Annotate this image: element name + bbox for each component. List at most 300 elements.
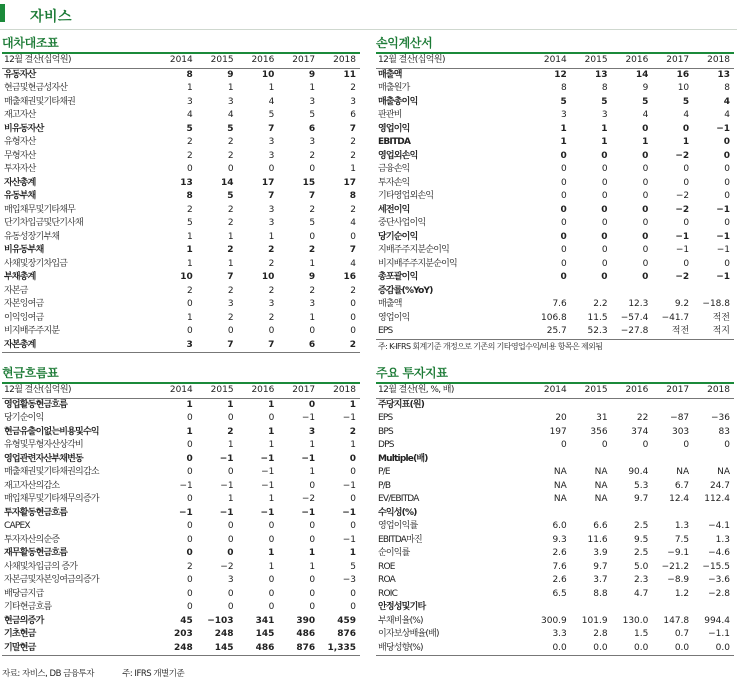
cell-value: 1 [227, 83, 234, 93]
cell-value [530, 507, 571, 521]
cell-value: 0 [642, 440, 649, 450]
row-label: 사채및장기차입금 [4, 258, 68, 269]
cell-value: 2 [309, 150, 316, 161]
cell-value: 0 [350, 521, 356, 531]
cell-value [652, 285, 693, 299]
cell-value: 0 [309, 164, 316, 174]
balance-sheet-panel [2, 36, 360, 353]
cell-value: 0 [227, 467, 234, 477]
cell-value: 2 [268, 285, 275, 296]
cell-value: 106.8 [541, 312, 567, 323]
cell-value: −1 [716, 204, 730, 215]
cell-value: −3.6 [708, 575, 730, 585]
row-label: 무형자산 [4, 150, 36, 161]
cell-value: −2 [220, 561, 234, 572]
investment-indicators-table [376, 384, 734, 656]
cell-value [693, 398, 734, 412]
cell-value: 10 [261, 272, 275, 282]
row-label: EV/EBITDA [378, 494, 419, 504]
row-label: 매출액 [378, 69, 402, 80]
cell-value: 1.2 [674, 588, 690, 599]
cell-value: 0 [642, 123, 649, 134]
cell-value: 7 [268, 123, 275, 134]
table-row [2, 615, 360, 629]
row-label: ROE [378, 561, 395, 572]
cell-value: 2 [308, 245, 316, 255]
cell-value: 0 [601, 245, 608, 255]
cell-value: −2.8 [708, 588, 730, 599]
cell-value: 1 [309, 83, 316, 93]
table-row [2, 439, 360, 453]
cell-value [612, 285, 653, 299]
cell-value: 0 [309, 602, 316, 612]
cell-value: 5 [601, 96, 608, 107]
cell-value: −1 [220, 480, 234, 491]
table-row [2, 136, 360, 150]
cell-value: 2 [350, 204, 356, 215]
cell-value: 1 [349, 548, 356, 558]
year-header: 2014 [156, 384, 197, 398]
cell-value: 7.6 [552, 561, 567, 572]
cell-value: 1 [601, 123, 608, 134]
cell-value: 486 [296, 629, 316, 639]
cell-value: NA [553, 494, 567, 504]
cell-value: 390 [296, 615, 316, 626]
panel-title: 대차대조표 [2, 36, 59, 50]
cell-value: 2 [268, 245, 275, 255]
cell-value: 2 [227, 285, 234, 296]
cell-value: 31 [596, 413, 608, 423]
cell-value: 4.7 [634, 588, 649, 599]
cell-value: 1 [309, 467, 316, 477]
cell-value: 0 [724, 177, 730, 188]
row-label: 지배주주지분순이익 [378, 245, 450, 255]
cell-value: 197 [549, 426, 567, 437]
row-label: 매입채무및기타채무의증가 [4, 494, 99, 504]
row-label: 투자활동현금흐름 [4, 507, 68, 518]
cell-value: 22 [636, 413, 649, 423]
cell-value: 5 [309, 110, 316, 120]
cell-value: 9 [308, 272, 316, 282]
cell-value: 14 [221, 177, 234, 188]
table-row [2, 534, 360, 548]
cell-value: −1 [260, 453, 275, 464]
year-header: 2015 [571, 384, 612, 398]
cell-value: −1 [342, 480, 356, 491]
cell-value: 2.3 [634, 575, 649, 585]
cell-value: 12.4 [669, 494, 690, 504]
cell-value: 5 [186, 123, 193, 134]
cell-value: 0 [642, 245, 649, 255]
income-statement-panel [376, 36, 734, 354]
cell-value: 0 [560, 204, 567, 215]
cell-value: −1.1 [708, 629, 730, 639]
cell-value: 3 [227, 299, 234, 309]
cell-value: 0 [350, 326, 356, 336]
row-label: 총포괄이익 [378, 272, 418, 282]
cell-value: 5 [268, 110, 275, 120]
cell-value: 5.0 [634, 561, 649, 572]
cell-value: 356 [590, 426, 608, 437]
row-label: 현금및현금성자산 [4, 83, 68, 93]
cell-value: 8 [724, 83, 730, 93]
row-label: 비유동부채 [4, 245, 44, 255]
cell-value: 5 [560, 96, 567, 107]
cell-value: 0 [268, 602, 275, 612]
row-label: 투자손익 [378, 177, 410, 188]
year-header: 2016 [612, 54, 653, 68]
cell-value [693, 507, 734, 521]
table-row [2, 507, 360, 521]
table-row [2, 231, 360, 245]
cell-value: 876 [337, 629, 356, 639]
cell-value: 0 [642, 191, 649, 201]
cell-value: 3 [309, 299, 316, 309]
table-row [376, 163, 734, 177]
cell-value: 0 [683, 440, 690, 450]
table-row [2, 574, 360, 588]
cell-value: 2 [309, 285, 316, 296]
cell-value: 3.7 [593, 575, 608, 585]
cell-value: 0 [724, 218, 730, 228]
cell-value: −1 [219, 453, 234, 464]
cell-value: −1 [675, 245, 690, 255]
cell-value: 90.4 [628, 467, 649, 477]
table-row [2, 163, 360, 177]
footer [2, 667, 210, 679]
cell-value: 1 [268, 548, 275, 558]
row-label: 수익성(%) [378, 507, 417, 518]
cell-value: 11.5 [587, 312, 608, 323]
row-label: 비지배주주지분 [4, 326, 60, 336]
cell-value: 0 [724, 164, 730, 174]
cell-value: 0 [309, 575, 316, 585]
row-label: 영업이익률 [378, 521, 418, 531]
cell-value: 0 [561, 258, 567, 269]
cell-value: 10 [180, 272, 193, 282]
cell-value: 7 [349, 245, 356, 255]
table-row [2, 398, 360, 412]
year-header: 2014 [530, 384, 571, 398]
cell-value: 0 [309, 480, 316, 491]
cell-value: −1 [342, 507, 356, 518]
cell-value: 1 [227, 440, 234, 450]
cell-value: 7 [197, 339, 238, 353]
cell-value: 5 [227, 191, 234, 201]
table-row [2, 628, 360, 642]
cell-value [571, 507, 612, 521]
cell-value: 0 [642, 204, 649, 215]
cell-value: 2 [227, 245, 234, 255]
row-label: 유형자산 [4, 137, 36, 147]
cell-value [693, 285, 734, 299]
income-statement-note: 주: K-IFRS 회계기준 개정으로 기존의 기타영업수익/비용 항목은 제외됨 [378, 341, 603, 351]
cell-value: 1.3 [715, 534, 730, 545]
table-row [376, 231, 734, 245]
cell-value: 14 [635, 69, 649, 80]
cell-value: 1 [560, 137, 567, 147]
cell-value: 13 [595, 69, 608, 80]
year-header: 2015 [197, 384, 238, 398]
cell-value: 1 [227, 258, 234, 269]
cell-value: 0 [350, 602, 356, 612]
year-header: 2015 [197, 54, 238, 68]
cell-value: 1 [187, 312, 193, 323]
panel-title: 주요 투자지표 [376, 366, 448, 380]
cell-value: 7.5 [674, 534, 690, 545]
footer-source: 자료: 자비스, DB 금융투자 [2, 669, 94, 679]
cell-value: 2 [350, 150, 356, 161]
cell-value: 101.9 [581, 615, 608, 626]
cell-value: 0 [187, 299, 193, 309]
row-label: 자본잉여금 [4, 299, 44, 309]
cell-value: 1 [268, 494, 275, 504]
row-label: 자본금및자본잉여금의증가 [4, 575, 99, 585]
cell-value [571, 398, 612, 412]
cell-value: −4.1 [708, 521, 730, 531]
cell-value: 876 [278, 642, 319, 656]
table-row [376, 466, 734, 480]
cell-value: 6.5 [552, 588, 567, 599]
year-header: 2018 [319, 54, 360, 68]
year-header: 2016 [238, 54, 279, 68]
cell-value: 1 [186, 245, 193, 255]
row-label: 증감률(%YoY) [378, 285, 433, 296]
row-label: 자본금 [4, 285, 28, 296]
cell-value: 0 [187, 440, 193, 450]
cell-value: 1 [227, 399, 234, 410]
cell-value: 4 [187, 110, 193, 120]
cell-value: 2 [268, 312, 275, 323]
cell-value: 9.7 [593, 561, 608, 572]
cell-value: −2 [675, 272, 690, 282]
cell-value: −1 [178, 507, 193, 518]
table-row [376, 520, 734, 534]
row-label: 유형및무형자산상각비 [4, 440, 83, 450]
report-title-bar [0, 0, 737, 30]
cell-value: −9.1 [667, 548, 690, 558]
cell-value: 303 [671, 426, 690, 437]
cell-value: 4 [723, 96, 730, 107]
table-row [376, 534, 734, 548]
cell-value: −1 [261, 480, 275, 491]
cell-value: 2 [268, 258, 275, 269]
table-row [2, 217, 360, 231]
cell-value: 2 [309, 204, 316, 215]
cell-value: 0 [349, 453, 356, 464]
cell-value: 0 [601, 191, 608, 201]
row-label: 영업관련자산부채변동 [4, 453, 83, 464]
title-divider [0, 29, 737, 30]
cell-value: 0 [227, 326, 234, 336]
cell-value: 3.3 [552, 629, 567, 639]
cell-value: 2 [319, 339, 360, 353]
cell-value: 0.0 [693, 642, 734, 656]
cell-value: 0 [187, 521, 193, 531]
cell-value: 적전 [712, 312, 730, 323]
table-row [2, 271, 360, 285]
table-row [2, 258, 360, 272]
row-label: EBITDA [378, 137, 411, 147]
table-row [2, 82, 360, 96]
table-row [2, 109, 360, 123]
cell-value [612, 398, 653, 412]
row-label: BPS [378, 426, 393, 437]
cell-value: 0 [187, 602, 193, 612]
cell-value: −1 [342, 413, 356, 423]
cell-value: 2 [350, 285, 356, 296]
cell-value: 2 [227, 150, 234, 161]
cell-value: −2 [675, 204, 690, 215]
cell-value: 2.6 [552, 575, 567, 585]
cell-value: −18.8 [702, 299, 730, 309]
unit-label: 12월 결산(십억원) [376, 54, 530, 68]
table-row [2, 312, 360, 326]
cell-value [652, 398, 693, 412]
cell-value: −1 [342, 534, 356, 545]
cell-value: 0 [268, 588, 275, 599]
cell-value: 1 [682, 137, 690, 147]
table-row [2, 453, 360, 467]
table-row [376, 244, 734, 258]
cell-value: 1 [349, 399, 356, 410]
row-label: 영업이익 [378, 123, 410, 134]
cell-value: 0 [187, 164, 193, 174]
cell-value: 0 [227, 602, 234, 612]
cell-value: 1 [187, 258, 193, 269]
table-row [2, 642, 360, 656]
table-header-row [376, 54, 734, 68]
cell-value: 0 [642, 177, 649, 188]
cell-value: 0 [227, 413, 234, 423]
table-row [2, 561, 360, 575]
year-header: 2017 [278, 54, 319, 68]
cell-value: 3 [227, 96, 234, 107]
cell-value: −103 [207, 615, 234, 626]
cell-value: 1 [187, 231, 193, 242]
cell-value: 2 [227, 218, 234, 228]
panel-title: 손익계산서 [376, 36, 433, 50]
cell-value: 3 [350, 96, 356, 107]
cell-value: 2.5 [634, 548, 649, 558]
cell-value: 203 [173, 629, 193, 639]
table-row [376, 298, 734, 312]
row-label: 주당지표(원) [378, 399, 425, 410]
cell-value: 45 [180, 615, 193, 626]
cell-value: 0 [601, 177, 608, 188]
cell-value: 9 [642, 83, 649, 93]
table-row [376, 507, 734, 521]
table-row [2, 466, 360, 480]
cell-value: 0 [560, 231, 567, 242]
cell-value: 0 [642, 150, 649, 161]
table-row [376, 325, 734, 339]
cell-value: 25.7 [530, 325, 571, 339]
cell-value: 0 [642, 218, 649, 228]
cell-value: 0 [227, 521, 234, 531]
table-row [376, 150, 734, 164]
row-label: P/B [378, 480, 391, 491]
cell-value: 0 [186, 548, 193, 558]
cell-value [612, 601, 653, 615]
cell-value: 0 [561, 177, 567, 188]
cell-value: 1 [268, 440, 275, 450]
table-row [376, 258, 734, 272]
cell-value: NA [594, 494, 608, 504]
table-row [2, 298, 360, 312]
cell-value: 1 [186, 426, 193, 437]
cell-value: 3 [227, 575, 234, 585]
row-label: 기타현금흐름 [4, 602, 52, 612]
row-label: 당기순이익 [4, 413, 44, 423]
cell-value: 2 [227, 312, 234, 323]
cell-value: 0 [268, 326, 275, 336]
table-row [376, 561, 734, 575]
cell-value: 145 [255, 629, 275, 639]
table-row [376, 574, 734, 588]
cell-value: 12.3 [628, 299, 649, 309]
cell-value: −21.2 [661, 561, 690, 572]
row-label: 재고자산의감소 [4, 480, 60, 491]
row-label: 부채비율(%) [378, 615, 423, 626]
cell-value: 112.4 [704, 494, 730, 504]
row-label: CAPEX [4, 521, 30, 531]
cell-value: 0 [227, 164, 234, 174]
cell-value: 0 [561, 164, 567, 174]
cell-value: 3 [268, 150, 275, 161]
table-row [376, 271, 734, 285]
cell-value: 994.4 [704, 615, 730, 626]
cell-value: 0 [560, 150, 567, 161]
row-label: 중단사업이익 [378, 218, 426, 228]
cell-value: −1 [219, 507, 234, 518]
cell-value: −87 [670, 413, 690, 423]
table-row [376, 547, 734, 561]
cell-value: 1.5 [634, 629, 649, 639]
cell-value: −1 [260, 507, 275, 518]
table-row [2, 588, 360, 602]
cell-value: −1 [301, 413, 316, 423]
row-label: 비유동자산 [4, 123, 44, 134]
row-label: 영업이익 [378, 312, 410, 323]
cell-value: 0.0 [571, 642, 612, 656]
table-row [2, 177, 360, 191]
cell-value: 0 [601, 150, 608, 161]
row-label: 매출총이익 [378, 96, 418, 107]
cell-value: 0 [723, 150, 730, 161]
cell-value: 0 [309, 231, 316, 242]
cell-value: 0 [268, 521, 275, 531]
cell-value: −3 [342, 575, 356, 585]
cell-value: 4 [227, 110, 234, 120]
cell-value: 2.2 [593, 299, 608, 309]
cell-value: 3 [187, 96, 193, 107]
table-row [376, 628, 734, 642]
cell-value: NA [676, 467, 690, 477]
row-label: 비지배주주지분순이익 [378, 258, 457, 269]
cell-value: 8.8 [593, 588, 608, 599]
cell-value: 1 [187, 83, 193, 93]
balance-sheet-table [2, 54, 360, 353]
cell-value: 0 [683, 177, 690, 188]
panel-title: 현금흐름표 [2, 366, 59, 380]
year-header: 2017 [652, 384, 693, 398]
cell-value: −1 [179, 480, 193, 491]
cell-value: 3 [156, 339, 197, 353]
investment-indicators-panel [376, 366, 734, 656]
table-row [2, 150, 360, 164]
cell-value: 1 [309, 258, 316, 269]
